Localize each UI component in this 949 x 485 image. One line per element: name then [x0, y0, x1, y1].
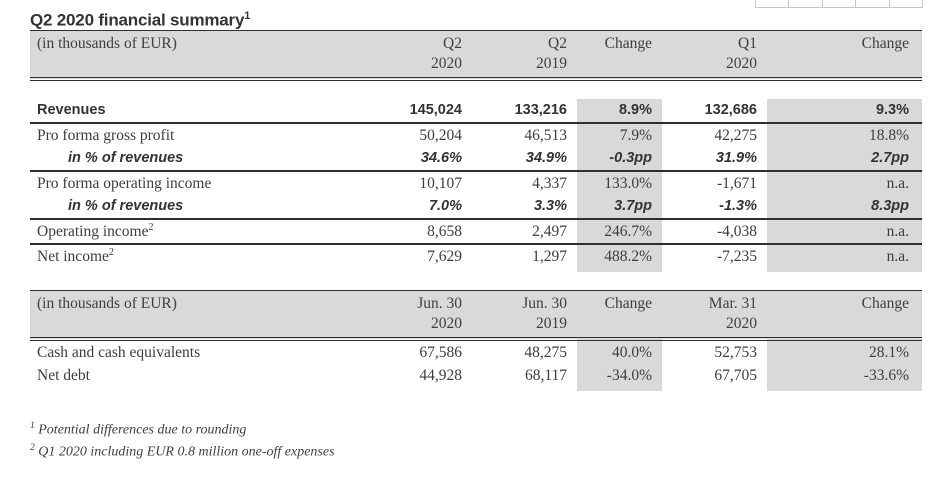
value-q1-2020: -1,671 [716, 175, 757, 192]
value-q2-2019: 34.9% [465, 147, 570, 171]
spacer-cell [30, 387, 385, 391]
artifact-cell [889, 0, 923, 7]
header-col-jun30-2019 [465, 291, 570, 340]
row-label: in % of revenues [30, 147, 385, 171]
value-jun30-2019: 68,117 [524, 367, 567, 384]
row-label: Cash and cash equivalents [37, 344, 201, 361]
gap-cell [570, 171, 577, 195]
band-tail-row [30, 387, 922, 391]
header-col-q1-2020 [662, 31, 767, 80]
value-change-qoq: -33.6% [767, 364, 922, 387]
value-q2-2019: 1,297 [532, 248, 567, 265]
value-q2-2020: 10,107 [419, 175, 462, 192]
header-line1: Change [604, 295, 652, 312]
row-label [30, 219, 385, 244]
value-mar31-2020: 67,705 [714, 367, 757, 384]
value-q2-2019: 3.3% [465, 195, 570, 219]
spacer-cell [30, 268, 385, 272]
value-change-qoq: n.a. [767, 244, 922, 268]
cropped-table-edge-artifact [755, 0, 923, 8]
header-col-change-yoy [577, 31, 662, 80]
value-change-yoy: -0.3pp [577, 147, 662, 171]
value-jun30-2019: 48,275 [524, 344, 567, 361]
value-change-qoq: 2.7pp [767, 147, 922, 171]
value-q2-2020: 7.0% [385, 195, 465, 219]
value-change-yoy: 488.2% [577, 244, 662, 268]
value-change-yoy: 133.0% [577, 171, 662, 195]
value-q2-2020: 8,658 [385, 219, 465, 244]
header-line2: 2020 [431, 55, 462, 72]
row-label-text: Operating income [37, 223, 149, 240]
value-q2-2019: 2,497 [465, 219, 570, 244]
header-line1: Change [861, 295, 909, 312]
value-q1-2020: 132,686 [662, 99, 767, 123]
gap-cell [570, 99, 577, 123]
value-change-qoq: n.a. [767, 171, 922, 195]
table-row-net-debt [30, 364, 922, 387]
band-tail-row [30, 268, 922, 272]
value-q1-2020: -4,038 [662, 219, 767, 244]
page-title-text: Q2 2020 financial summary [30, 10, 245, 30]
spacer-cell [465, 79, 570, 99]
footnote-marker: 2 [30, 443, 35, 453]
table-row-operating-income [30, 219, 922, 244]
value-q1-2020: -7,235 [716, 248, 757, 265]
balance-items-table [30, 290, 922, 391]
row-label: Pro forma operating income [37, 175, 212, 192]
value-jun30-2020: 44,928 [419, 367, 462, 384]
row-label: Pro forma gross profit [37, 127, 175, 144]
table-row-operating-margin [30, 195, 922, 219]
header-line1: Q1 [738, 35, 757, 52]
spacer-cell [577, 79, 662, 99]
row-label: Net debt [37, 367, 90, 384]
spacer-cell [577, 387, 662, 391]
value-change-qoq: 9.3% [767, 99, 922, 123]
footnote-marker: 1 [30, 421, 35, 431]
value-q2-2020: 145,024 [385, 99, 465, 123]
value-change-yoy: 8.9% [577, 99, 662, 123]
value-q2-2019: 4,337 [532, 175, 567, 192]
value-change-yoy: 246.7% [577, 219, 662, 244]
table-row-proforma-operating-income [30, 171, 922, 195]
artifact-cell [788, 0, 821, 7]
header-line2: 2020 [726, 315, 757, 332]
header-units-text: (in thousands of EUR) [37, 295, 177, 312]
header-line1: Change [861, 35, 909, 52]
row-label: Revenues [30, 99, 385, 123]
spacer-cell [662, 387, 767, 391]
spacer-cell [385, 387, 465, 391]
spacer-cell [767, 268, 922, 272]
table-row-cash [30, 339, 922, 364]
value-q1-2020: 31.9% [662, 147, 767, 171]
gap-cell [570, 244, 577, 268]
row-label-text: Net income [37, 248, 109, 265]
footnote-marker: 2 [148, 221, 154, 233]
header-col-q2-2020 [385, 31, 465, 80]
header-units-label [30, 291, 385, 340]
value-q2-2020: 50,204 [419, 127, 462, 144]
spacer-cell [385, 79, 465, 99]
header-line1: Jun. 30 [417, 295, 462, 312]
header-line2: 2019 [536, 315, 567, 332]
value-jun30-2020: 67,586 [419, 344, 462, 361]
row-label: in % of revenues [30, 195, 385, 219]
header-col-change-yoy [577, 291, 662, 340]
table-header-row [30, 31, 922, 80]
footnote-text: Potential differences due to rounding [38, 422, 247, 438]
spacer-cell [570, 79, 577, 99]
spacer-cell [385, 268, 465, 272]
footnote-one-off-expenses [30, 440, 335, 461]
spacer-cell [662, 79, 767, 99]
table-row-revenues [30, 99, 922, 123]
value-change-qoq: 8.3pp [767, 195, 922, 219]
value-q1-2020: -1.3% [662, 195, 767, 219]
value-change-yoy: -34.0% [577, 364, 662, 387]
header-line1: Mar. 31 [708, 295, 757, 312]
value-q2-2020: 34.6% [385, 147, 465, 171]
gap-cell [570, 364, 577, 387]
value-change-qoq: 28.1% [767, 339, 922, 364]
value-q1-2020: 42,275 [714, 127, 757, 144]
spacer-cell [570, 268, 577, 272]
gap-cell [570, 219, 577, 244]
value-change-qoq: 18.8% [767, 123, 922, 147]
header-units-text: (in thousands of EUR) [37, 35, 177, 52]
value-q2-2019: 46,513 [524, 127, 567, 144]
gap-cell [570, 339, 577, 364]
header-line1: Jun. 30 [522, 295, 567, 312]
header-line2: 2019 [536, 55, 567, 72]
spacer-cell [465, 387, 570, 391]
value-q2-2019: 133,216 [465, 99, 570, 123]
gap-cell [570, 123, 577, 147]
header-line1: Q2 [548, 35, 567, 52]
header-col-jun30-2020 [385, 291, 465, 340]
spacer-cell [30, 79, 385, 99]
table-row-gross-margin [30, 147, 922, 171]
value-q2-2020: 7,629 [427, 248, 462, 265]
table-header-row [30, 291, 922, 340]
header-line2: 2020 [726, 55, 757, 72]
artifact-cell [822, 0, 855, 7]
gap-cell [570, 147, 577, 171]
table-row-net-income [30, 244, 922, 268]
table-row-gross-profit [30, 123, 922, 147]
spacer-cell [570, 387, 577, 391]
page-title [30, 5, 250, 32]
header-col-q2-2019 [465, 31, 570, 80]
footnote-rounding [30, 418, 246, 439]
footnote-text: Q1 2020 including EUR 0.8 million one-off expenses [38, 444, 335, 460]
header-col-change-qoq [767, 31, 922, 80]
header-line1: Change [604, 35, 652, 52]
spacer-cell [767, 79, 922, 99]
artifact-cell [855, 0, 888, 7]
header-line2: 2020 [431, 315, 462, 332]
header-units-label [30, 31, 385, 80]
value-change-yoy: 40.0% [577, 339, 662, 364]
header-col-mar31-2020 [662, 291, 767, 340]
spacer-cell [465, 268, 570, 272]
spacer-row [30, 79, 922, 99]
value-change-yoy: 3.7pp [577, 195, 662, 219]
spacer-cell [767, 387, 922, 391]
value-change-yoy: 7.9% [577, 123, 662, 147]
value-mar31-2020: 52,753 [714, 344, 757, 361]
spacer-cell [577, 268, 662, 272]
spacer-cell [662, 268, 767, 272]
footnote-marker: 2 [108, 246, 114, 258]
artifact-cell [755, 0, 788, 7]
gap-cell [570, 195, 577, 219]
row-label [30, 244, 385, 268]
income-statement-table [30, 30, 922, 272]
header-gap [570, 31, 577, 80]
title-footnote-marker: 1 [244, 10, 251, 22]
header-line1: Q2 [443, 35, 462, 52]
value-change-qoq: n.a. [767, 219, 922, 244]
header-col-change-qoq [767, 291, 922, 340]
header-gap [570, 291, 577, 340]
